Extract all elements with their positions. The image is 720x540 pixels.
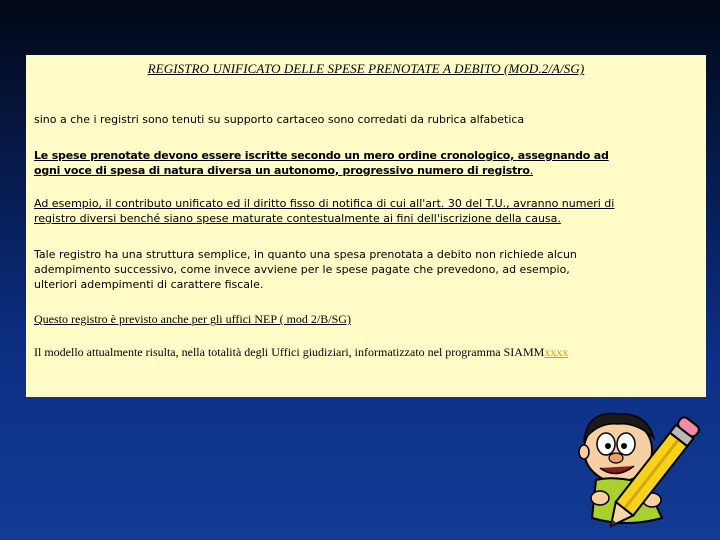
paragraph-ordine-line-2: ogni voce di spesa di natura diversa un autonomo, progressivo numero di registro bbox=[34, 164, 530, 177]
paragraph-struttura-line-1: Tale registro ha una struttura semplice, in quanto una spesa prenotata a debito non richiede alcun bbox=[34, 248, 577, 261]
paragraph-struttura-line-3: ulteriori adempimenti di carattere fiscale. bbox=[34, 278, 264, 291]
paragraph-esempio-line-1: Ad esempio, il contributo unificato ed il diritto fisso di notifica di cui all'art. 30 del T.U., avranno numeri di bbox=[34, 197, 615, 210]
paragraph-struttura-line-2: adempimento successivo, come invece avviene per le spese pagate che prevedono, ad esempio, bbox=[34, 263, 570, 276]
paragraph-ordine-cronologico bbox=[34, 148, 609, 178]
pencil-character-clipart bbox=[566, 400, 706, 530]
paragraph-siamm bbox=[34, 345, 568, 360]
content-panel bbox=[26, 55, 706, 397]
slide-title: REGISTRO UNIFICATO DELLE SPESE PRENOTATE A DEBITO (MOD.2/A/SG) bbox=[147, 61, 585, 76]
paragraph-struttura bbox=[34, 247, 577, 292]
paragraph-siamm-text: Il modello attualmente risulta, nella totalità degli Uffici giudiziari, informatizzato nel programma SIAMM bbox=[34, 345, 545, 359]
paragraph-ordine-line-1: Le spese prenotate devono essere iscritte secondo un mero ordine cronologico, assegnando ad bbox=[34, 149, 609, 162]
paragraph-esempio bbox=[34, 196, 614, 226]
paragraph-esempio-line-2: registro diversi benché siano spese maturate contestualmente ai fini dell'iscrizione della causa. bbox=[34, 212, 561, 225]
paragraph-ordine-end: . bbox=[529, 164, 534, 177]
siamm-link[interactable]: xxxx bbox=[544, 345, 569, 359]
paragraph-rubrica: sino a che i registri sono tenuti su supporto cartaceo sono corredati da rubrica alfabetica bbox=[34, 113, 525, 126]
paragraph-uffici-nep: Questo registro è previsto anche per gli uffici NEP ( mod 2/B/SG) bbox=[34, 312, 351, 326]
